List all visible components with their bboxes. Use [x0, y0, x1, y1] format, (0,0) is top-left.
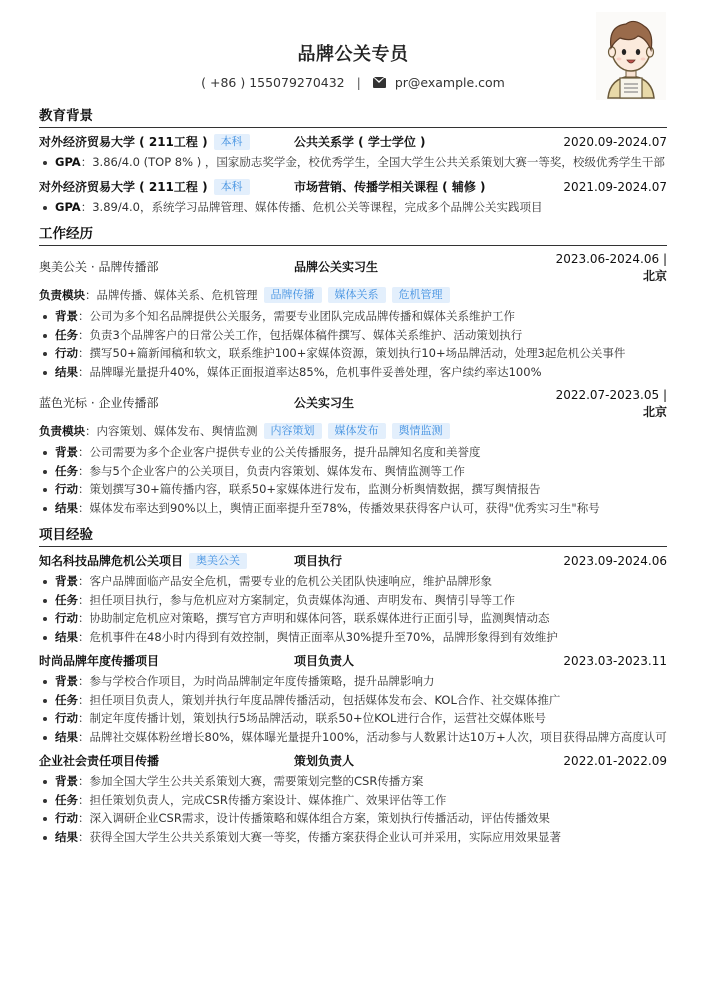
- degree-tag: 本科: [214, 179, 250, 195]
- page-title: 品牌公关专员: [297, 44, 409, 65]
- list-item: 任务：负责3个品牌客户的日常公关工作，包括媒体稿件撰写、媒体关系维护、活动策划执行: [39, 326, 667, 345]
- bullet-list: [39, 307, 667, 381]
- date-range: 2023.06-2024.06 |: [555, 252, 667, 266]
- project-role: 策划负责人: [294, 754, 355, 768]
- education-section: [39, 104, 667, 216]
- mail-icon: [373, 78, 386, 88]
- company-tag: 奥美公关: [189, 553, 247, 569]
- date-range: 2023.03-2023.11: [563, 654, 667, 668]
- email-link[interactable]: pr@example.com: [394, 75, 505, 90]
- school-name: 对外经济贸易大学 ( 211工程 ): [39, 179, 208, 194]
- project-role: 项目执行: [294, 554, 343, 568]
- list-item: 背景：参加全国大学生公共关系策划大赛，需要策划完整的CSR传播方案: [39, 772, 667, 791]
- module-label: 负责模块: [39, 424, 85, 438]
- project-name: 时尚品牌年度传播项目: [39, 654, 160, 668]
- resume-page: [39, 0, 667, 852]
- work-item: [39, 251, 667, 381]
- major: 公共关系学 ( 学士学位 ): [294, 135, 426, 149]
- date-range: 2022.01-2022.09: [563, 754, 667, 768]
- list-item: 结果：媒体发布率达到90%以上，舆情正面率提升至78%，传播效果获得客户认可，获得"优秀实习生"称号: [39, 499, 667, 518]
- education-item: [39, 178, 667, 217]
- list-item: 结果：品牌社交媒体粉丝增长80%，媒体曝光量提升100%，活动参与人数累计达10万+人次，项目获得品牌方高度认可: [39, 728, 667, 747]
- avatar-icon: [596, 12, 666, 100]
- work-section: [39, 222, 667, 517]
- module-line: [39, 285, 667, 305]
- skill-tag: 舆情监测: [392, 423, 450, 439]
- list-item: 背景：客户品牌面临产品安全危机，需要专业的危机公关团队快速响应，维护品牌形象: [39, 572, 667, 591]
- list-item: 任务：担任项目执行，参与危机应对方案制定，负责媒体沟通、声明发布、舆情引导等工作: [39, 591, 667, 610]
- list-item: 任务：担任策划负责人，完成CSR传播方案设计、媒体推广、效果评估等工作: [39, 791, 667, 810]
- list-item: 任务：参与5个企业客户的公关项目，负责内容策划、媒体发布、舆情监测等工作: [39, 462, 667, 481]
- position: 品牌公关实习生: [294, 260, 379, 274]
- contact-line: [39, 75, 667, 90]
- date-range: 2023.09-2024.06: [563, 554, 667, 568]
- list-item: 背景：参与学校合作项目，为时尚品牌制定年度传播策略，提升品牌影响力: [39, 672, 667, 691]
- project-item: [39, 552, 667, 646]
- list-item: 行动：深入调研企业CSR需求，设计传播策略和媒体组合方案，策划执行传播活动，评估传播效果: [39, 809, 667, 828]
- work-item: [39, 387, 667, 517]
- list-item: 结果：获得全国大学生公共关系策划大赛一等奖，传播方案获得企业认可并采用，实际应用效果显著: [39, 828, 667, 847]
- list-item: 结果：危机事件在48小时内得到有效控制，舆情正面率从30%提升至70%，品牌形象得到有效维护: [39, 628, 667, 647]
- section-title-work: 工作经历: [39, 222, 667, 246]
- contact-separator: |: [356, 75, 361, 90]
- list-item: GPA：3.89/4.0，系统学习品牌管理、媒体传播、危机公关等课程，完成多个品牌公关实践项目: [39, 198, 667, 217]
- bullet-list: [39, 672, 667, 746]
- bullet-list: [39, 772, 667, 846]
- section-title-projects: 项目经验: [39, 523, 667, 547]
- bullet-list: [39, 572, 667, 646]
- module-text: ：品牌传播、媒体关系、危机管理: [85, 288, 258, 302]
- skill-tag: 品牌传播: [264, 287, 322, 303]
- list-item: 结果：品牌曝光量提升40%，媒体正面报道率达85%，危机事件妥善处理，客户续约率达100%: [39, 363, 667, 382]
- module-text: ：内容策划、媒体发布、舆情监测: [85, 424, 258, 438]
- list-item: 背景：公司为多个知名品牌提供公关服务，需要专业团队完成品牌传播和媒体关系维护工作: [39, 307, 667, 326]
- project-role: 项目负责人: [294, 654, 355, 668]
- project-item: [39, 752, 667, 846]
- degree-tag: 本科: [214, 134, 250, 150]
- date-range: 2020.09-2024.07: [563, 135, 667, 149]
- section-title-education: 教育背景: [39, 104, 667, 128]
- major: 市场营销、传播学相关课程 ( 辅修 ): [294, 179, 486, 194]
- list-item: 任务：担任项目负责人，策划并执行年度品牌传播活动，包括媒体发布会、KOL合作、社交媒体推广: [39, 691, 667, 710]
- school-name: 对外经济贸易大学 ( 211工程 ): [39, 135, 208, 149]
- projects-section: [39, 523, 667, 846]
- position: 公关实习生: [294, 396, 355, 410]
- project-item: [39, 652, 667, 746]
- list-item: 行动：制定年度传播计划，策划执行5场品牌活动，联系50+位KOL进行合作，运营社交媒体账号: [39, 709, 667, 728]
- date-range: 2022.07-2023.05 |: [555, 388, 667, 402]
- module-label: 负责模块: [39, 288, 85, 302]
- module-line: [39, 421, 667, 441]
- list-item: 行动：撰写50+篇新闻稿和软文，联系维护100+家媒体资源，策划执行10+场品牌活动，处理3起危机公关事件: [39, 344, 667, 363]
- project-name: 知名科技品牌危机公关项目: [39, 554, 184, 568]
- location: 北京: [642, 405, 667, 419]
- list-item: 行动：协助制定危机应对策略，撰写官方声明和媒体问答，联系媒体进行正面引导，监测舆情动态: [39, 609, 667, 628]
- bullet-list: [39, 153, 667, 172]
- skill-tag: 危机管理: [392, 287, 450, 303]
- resume-header: [39, 0, 667, 100]
- company-name: 蓝色光标 · 企业传播部: [39, 396, 159, 410]
- education-item: [39, 133, 667, 172]
- bullet-list: [39, 198, 667, 217]
- list-item: 背景：公司需要为多个企业客户提供专业的公关传播服务，提升品牌知名度和美誉度: [39, 443, 667, 462]
- skill-tag: 媒体发布: [328, 423, 386, 439]
- date-range: 2021.09-2024.07: [563, 179, 667, 194]
- list-item: GPA：3.86/4.0 (TOP 8% ) ，国家励志奖学金，校优秀学生，全国大学生公共关系策划大赛一等奖，校级优秀学生干部: [39, 153, 667, 172]
- skill-tag: 媒体关系: [328, 287, 386, 303]
- bullet-list: [39, 443, 667, 517]
- company-name: 奥美公关 · 品牌传播部: [39, 260, 159, 274]
- location: 北京: [642, 269, 667, 283]
- project-name: 企业社会责任项目传播: [39, 754, 160, 768]
- list-item: 行动：策划撰写30+篇传播内容，联系50+家媒体进行发布，监测分析舆情数据，撰写舆情报告: [39, 480, 667, 499]
- skill-tag: 内容策划: [264, 423, 322, 439]
- phone-number: ( +86 ) 15507927043​2: [201, 75, 345, 90]
